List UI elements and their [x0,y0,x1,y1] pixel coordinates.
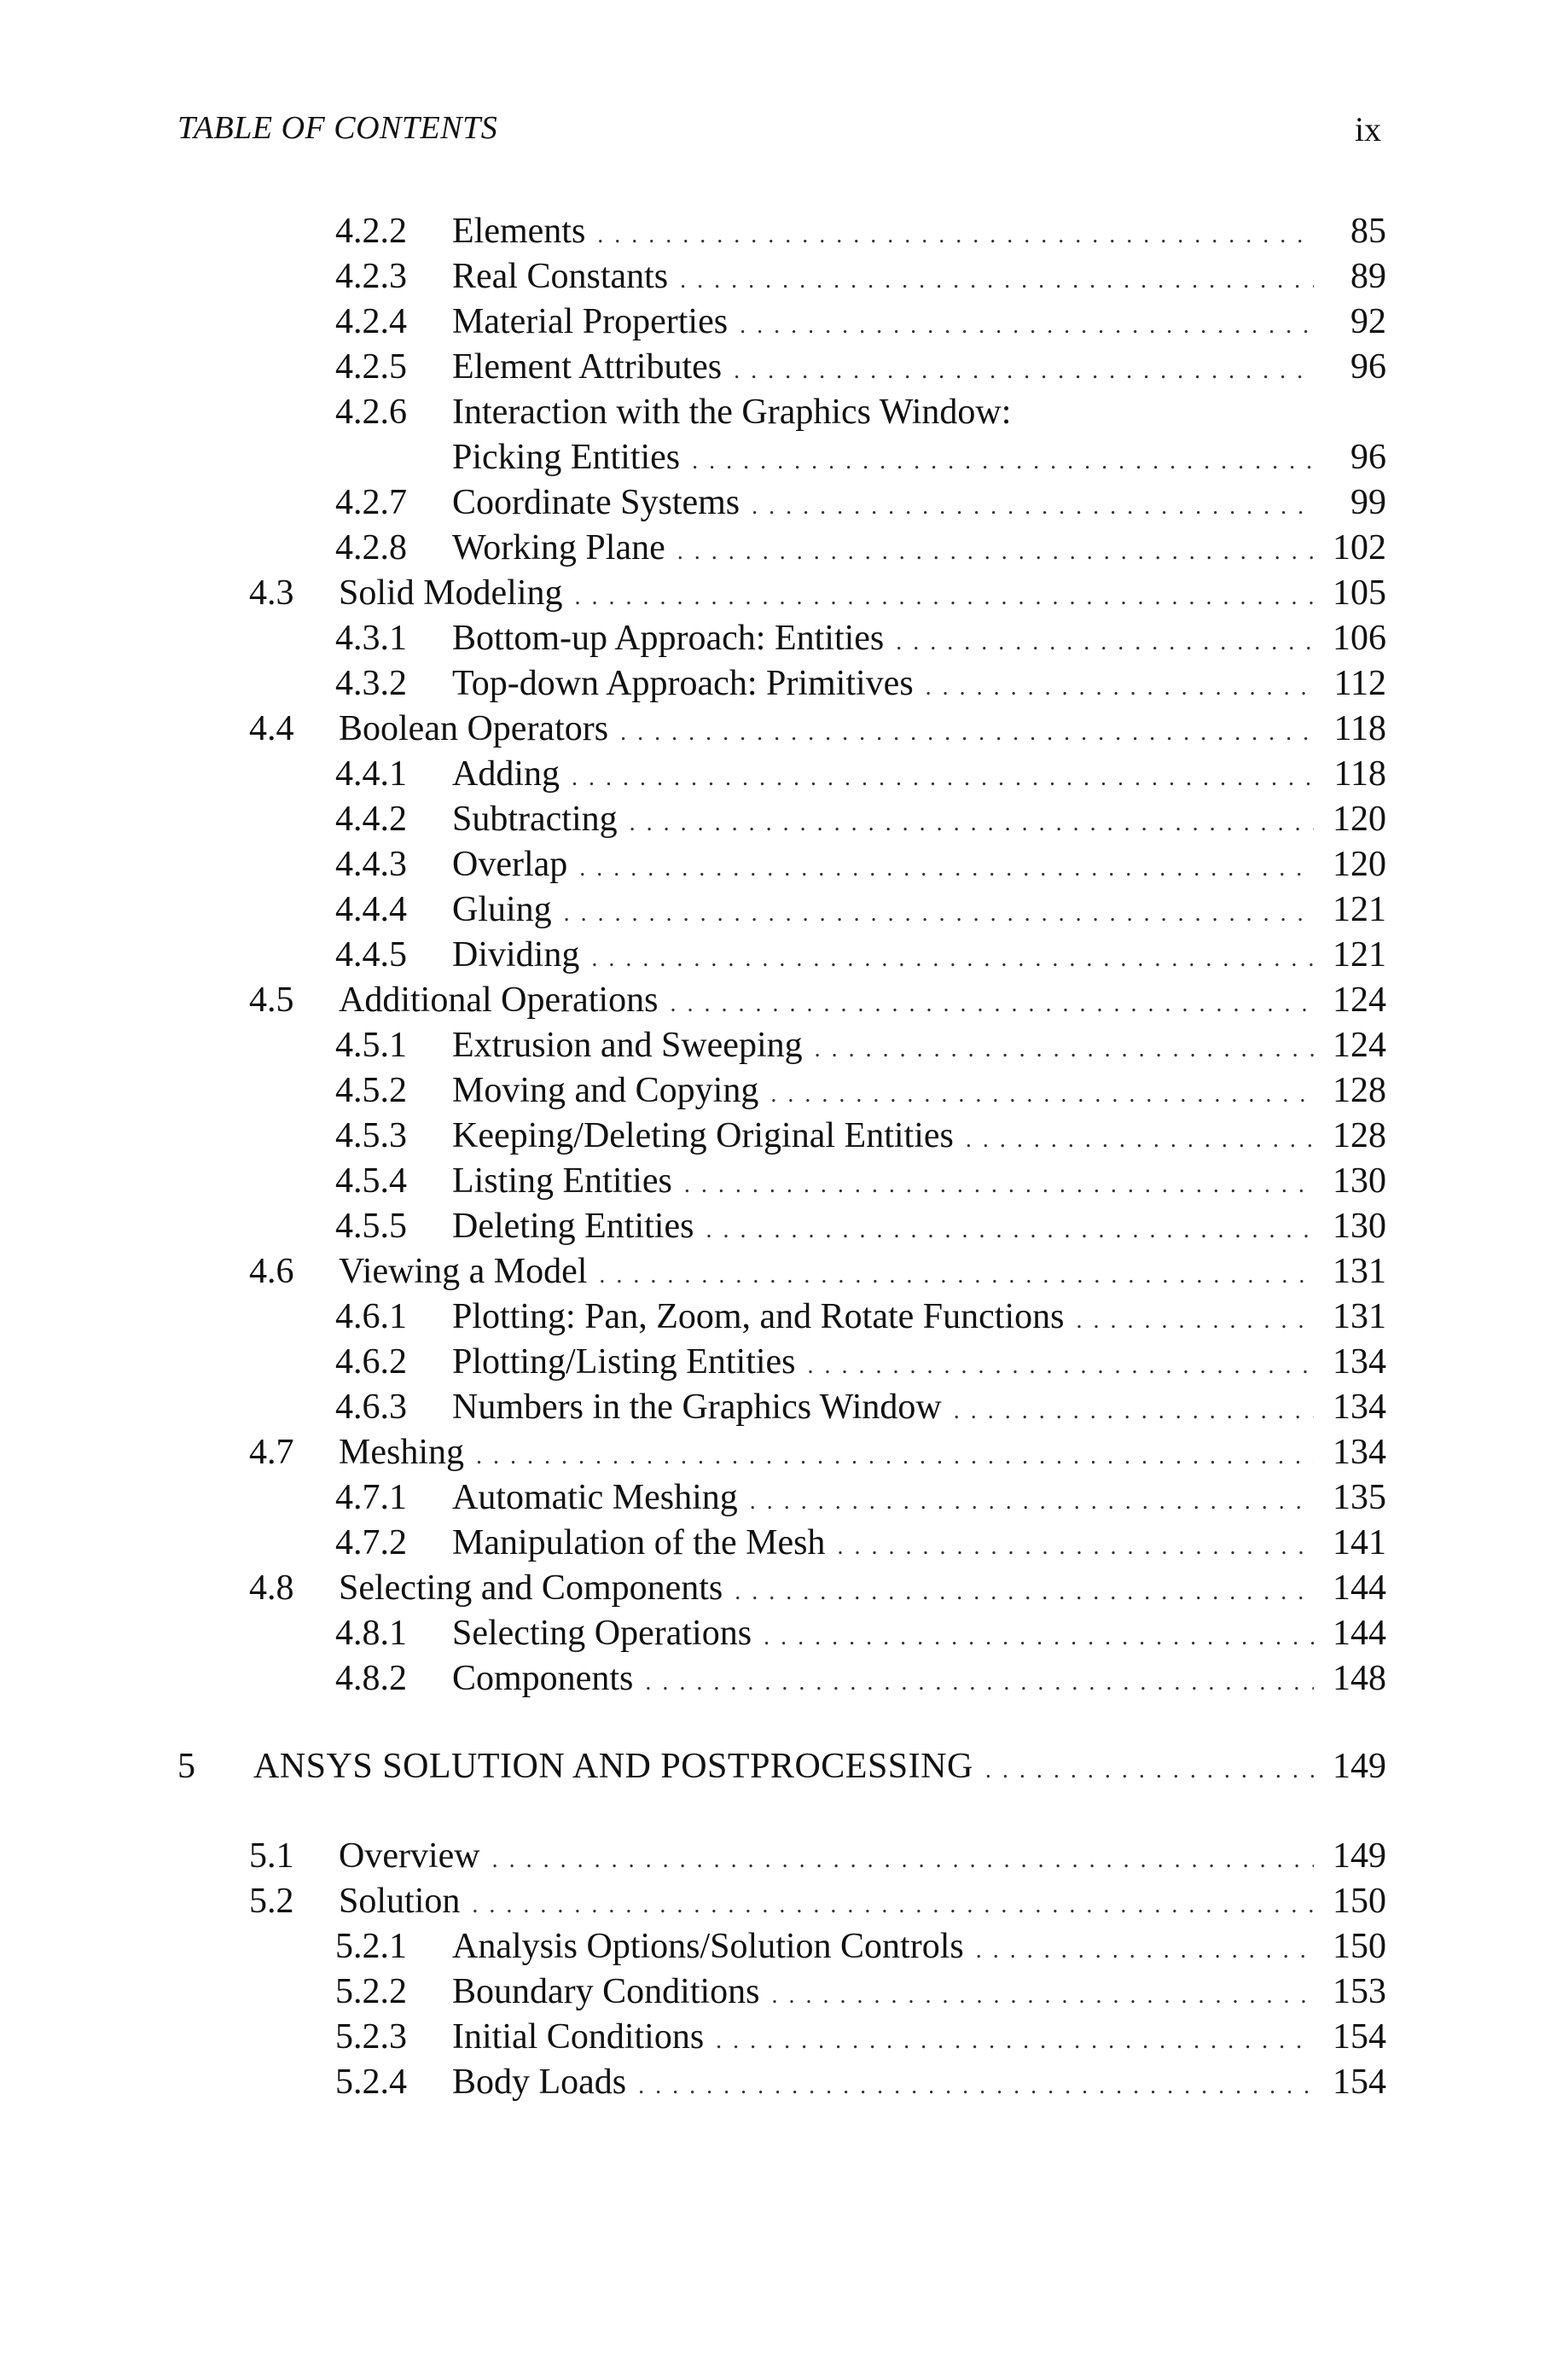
entry-page-number: 85 [1350,212,1386,251]
dot-leader [750,1479,1314,1525]
toc-subsection-entry [0,1203,1568,1249]
toc-subsection-entry [0,208,1568,254]
entry-title: Selecting and Components [339,1568,723,1608]
entry-leader [452,1610,1314,1661]
entry-page-number: 131 [1333,1297,1386,1336]
toc-subsection-entry [0,525,1568,571]
dot-leader [734,348,1314,394]
entry-number: 4.3.1 [335,619,407,658]
entry-title: Coordinate Systems [452,483,740,522]
entry-page-number: 120 [1333,800,1386,839]
entry-leader [452,1339,1314,1389]
entry-number: 4.4.1 [335,754,407,794]
entry-page-number: 121 [1333,890,1386,929]
entry-title: Overlap [452,845,568,884]
entry-number: 4.2.4 [335,302,407,341]
toc-section-entry [0,1565,1568,1611]
dot-leader [926,665,1314,711]
dot-leader [976,1928,1314,1974]
entry-page-number: 112 [1333,664,1386,703]
entry-number: 4.2.2 [335,212,407,251]
entry-title: Elements [452,212,586,251]
entry-number: 4.4 [249,709,294,748]
toc-subsection-entry [0,1969,1568,2015]
toc-subsection-entry [0,1294,1568,1340]
entry-number: 4.3 [249,573,294,613]
entry-leader [452,1384,1314,1434]
entry-number: 5.2.2 [335,1972,407,2011]
entry-title: Numbers in the Graphics Window [452,1388,942,1427]
entry-title: Selecting Operations [452,1614,752,1653]
entry-title: Listing Entities [452,1161,672,1201]
entry-number: 4.8.2 [335,1659,407,1698]
entry-title: Dividing [452,935,580,975]
entry-page-number: 106 [1333,619,1386,658]
entry-leader [452,1068,1314,1118]
entry-title: Initial Conditions [452,2017,705,2057]
entry-leader [253,1743,1314,1794]
dot-leader [572,755,1314,801]
entry-title: Deleting Entities [452,1207,694,1246]
entry-page-number: 134 [1333,1433,1386,1472]
entry-title: Additional Operations [339,980,659,1020]
entry-number: 4.4.5 [335,935,407,975]
entry-leader [339,977,1314,1027]
dot-leader [772,1973,1314,2019]
dot-leader [684,1162,1314,1208]
entry-number: 4.4.4 [335,890,407,929]
entry-title: Extrusion and Sweeping [452,1026,803,1065]
entry-number: 4.2.6 [335,393,407,432]
entry-title: Boundary Conditions [452,1972,760,2011]
entry-number: 4.7.1 [335,1478,407,1517]
toc-subsection-entry [0,615,1568,661]
toc-subsection-entry [0,660,1568,707]
entry-number: 5.2.4 [335,2063,407,2102]
entry-number: 5.2 [249,1882,294,1921]
entry-leader [452,525,1314,575]
entry-leader [452,751,1314,801]
entry-number: 4.5.2 [335,1071,407,1110]
toc-section-entry [0,977,1568,1023]
dot-leader [680,258,1314,304]
entry-title: Solid Modeling [339,573,563,613]
entry-leader [452,2059,1314,2109]
entry-title: Solution [339,1882,461,1921]
toc-subsection-entry [0,1520,1568,1566]
entry-number: 4.8 [249,1568,294,1608]
entry-number: 4.6.2 [335,1342,407,1382]
entry-title: Subtracting [452,800,618,839]
toc-section-entry [0,570,1568,616]
entry-title: Viewing a Model [339,1252,588,1291]
entry-page-number: 92 [1350,302,1386,341]
entry-leader [339,1833,1314,1883]
entry-leader [452,1520,1314,1570]
entry-page-number: 128 [1333,1071,1386,1110]
toc-subsection-entry [0,1923,1568,1969]
dot-leader [966,1117,1314,1163]
dot-leader [476,1434,1314,1480]
page-number: ix [1355,110,1382,148]
toc-subsection-entry [0,796,1568,842]
entry-number: 4.5.1 [335,1026,407,1065]
toc-subsection-entry [0,841,1568,887]
entry-number: 4.5 [249,980,294,1020]
page-header [0,109,1568,160]
dot-leader [620,710,1314,756]
toc-subsection-entry [0,1384,1568,1430]
dot-leader [645,1660,1314,1706]
running-title: TABLE OF CONTENTS [177,110,498,146]
entry-title: Gluing [452,890,552,929]
entry-title: Picking Entities [452,438,681,477]
entry-leader [452,1113,1314,1163]
entry-page-number: 130 [1333,1207,1386,1246]
toc-subsection-entry [0,480,1568,526]
entry-leader [452,1158,1314,1208]
entry-number: 4.5.3 [335,1116,407,1155]
entry-number: 4.5.5 [335,1207,407,1246]
entry-title: Bottom-up Approach: Entities [452,619,885,658]
entry-number: 4.8.1 [335,1614,407,1653]
entry-leader [452,932,1314,982]
entry-leader [452,208,1314,259]
entry-page-number: 130 [1333,1161,1386,1201]
dot-leader [597,212,1314,259]
toc-subsection-entry [0,932,1568,978]
entry-leader [452,1203,1314,1254]
entry-number: 4.7 [249,1433,294,1472]
dot-leader [492,1837,1314,1883]
dot-leader [716,2018,1314,2064]
dot-leader [472,1882,1314,1929]
entry-page-number: 118 [1333,754,1386,794]
entry-leader [452,299,1314,349]
entry-number: 4.2.8 [335,528,407,567]
entry-number: 4.4.2 [335,800,407,839]
dot-leader [808,1343,1314,1389]
entry-page-number: 144 [1333,1614,1386,1653]
entry-title: Material Properties [452,302,729,341]
dot-leader [815,1027,1314,1073]
entry-page-number: 148 [1333,1659,1386,1698]
entry-leader [339,1878,1314,1929]
entry-page-number: 96 [1350,438,1386,477]
dot-leader [670,981,1314,1027]
entry-title: Manipulation of the Mesh [452,1523,826,1562]
entry-title: ANSYS SOLUTION AND POSTPROCESSING [253,1747,973,1786]
entry-page-number: 105 [1333,573,1386,613]
entry-page-number: 149 [1333,1747,1386,1786]
dot-leader [579,846,1314,892]
dot-leader [752,484,1314,530]
toc-section-entry [0,1878,1568,1924]
entry-page-number: 118 [1333,709,1386,748]
entry-page-number: 150 [1333,1927,1386,1966]
entry-leader [452,660,1314,711]
toc-subsection-entry [0,389,1568,435]
dot-leader [575,574,1314,620]
entry-leader [452,1923,1314,1974]
entry-number: 5.2.3 [335,2017,407,2057]
entry-leader [452,1655,1314,1706]
entry-page-number: 131 [1333,1252,1386,1291]
dot-leader [599,1253,1314,1299]
entry-title: Working Plane [452,528,665,567]
entry-number: 4.2.5 [335,347,407,387]
dot-leader [630,800,1314,847]
entry-title: Overview [339,1836,480,1876]
toc-subsection-entry [0,2014,1568,2060]
entry-title: Interaction with the Graphics Window: [452,393,1012,432]
entry-page-number: 150 [1333,1882,1386,1921]
toc-subsection-entry [0,253,1568,300]
entry-title: Analysis Options/Solution Controls [452,1927,964,1966]
toc-subsection-entry [0,1475,1568,1521]
entry-page-number: 121 [1333,935,1386,975]
toc-subsection-entry [0,1113,1568,1159]
entry-leader [452,344,1314,394]
entry-title: Components [452,1659,634,1698]
entry-title: Body Loads [452,2063,627,2102]
entry-page-number: 134 [1333,1342,1386,1382]
entry-page-number: 124 [1333,980,1386,1020]
entry-leader [452,887,1314,937]
entry-number: 4.2.7 [335,483,407,522]
entry-page-number: 144 [1333,1568,1386,1608]
toc-subsection-entry [0,1655,1568,1702]
entry-page-number: 135 [1333,1478,1386,1517]
dot-leader [770,1072,1314,1118]
dot-leader [1077,1298,1315,1344]
toc-chapter-entry [0,1743,1568,1789]
entry-page-number: 141 [1333,1523,1386,1562]
toc-subsection-entry [0,887,1568,933]
dot-leader [764,1615,1314,1661]
entry-number: 4.6.1 [335,1297,407,1336]
toc-section-entry [0,1248,1568,1295]
entry-number: 4.5.4 [335,1161,407,1201]
toc-subsection-entry [0,1022,1568,1068]
toc-subsection-entry [0,299,1568,345]
dot-leader [735,1569,1314,1615]
entry-leader [339,1248,1314,1299]
entry-leader [452,796,1314,847]
entry-number: 5.1 [249,1836,294,1876]
entry-number: 5 [177,1747,195,1786]
entry-number: 4.3.2 [335,664,407,703]
entry-leader [452,615,1314,666]
entry-title: Automatic Meshing [452,1478,738,1517]
entry-number: 4.6 [249,1252,294,1291]
entry-title: Real Constants [452,257,669,296]
entry-title: Adding [452,754,560,794]
dot-leader [985,1748,1314,1794]
entry-number: 4.2.3 [335,257,407,296]
toc-subsection-entry [0,344,1568,390]
entry-leader [452,480,1314,530]
toc-subsection-entry [0,1158,1568,1204]
toc-subsection-entry [0,2059,1568,2105]
entry-title: Plotting: Pan, Zoom, and Rotate Functions [452,1297,1065,1336]
dot-leader [740,303,1314,349]
entry-page-number: 128 [1333,1116,1386,1155]
entry-page-number: 89 [1350,257,1386,296]
entry-leader [452,1475,1314,1525]
entry-leader [339,1429,1314,1480]
entry-leader [452,253,1314,304]
dot-leader [564,891,1314,937]
entry-title: Top-down Approach: Primitives [452,664,914,703]
entry-leader [339,570,1314,620]
entry-page-number: 96 [1350,347,1386,387]
entry-page-number: 99 [1350,483,1386,522]
toc-section-entry [0,1833,1568,1879]
toc-subsection-entry [0,1068,1568,1114]
entry-title: Moving and Copying [452,1071,759,1110]
dot-leader [837,1524,1314,1570]
entry-page-number: 154 [1333,2017,1386,2057]
dot-leader [638,2063,1314,2109]
entry-page-number: 120 [1333,845,1386,884]
dot-leader [677,529,1314,575]
dot-leader [591,936,1314,982]
entry-leader [452,1294,1314,1344]
toc-subsection-entry [0,434,1568,480]
dot-leader [954,1388,1314,1434]
entry-leader [452,841,1314,892]
entry-title: Element Attributes [452,347,723,387]
entry-page-number: 124 [1333,1026,1386,1065]
entry-title: Boolean Operators [339,709,609,748]
toc-subsection-entry [0,751,1568,797]
entry-page-number: 149 [1333,1836,1386,1876]
entry-leader [452,1969,1314,2019]
dot-leader [692,439,1314,485]
entry-leader [452,1022,1314,1073]
entry-leader [452,2014,1314,2064]
toc-subsection-entry [0,1610,1568,1656]
entry-title: Meshing [339,1433,464,1472]
entry-number: 4.4.3 [335,845,407,884]
entry-page-number: 153 [1333,1972,1386,2011]
entry-number: 4.7.2 [335,1523,407,1562]
entry-title: Plotting/Listing Entities [452,1342,796,1382]
entry-leader [339,1565,1314,1615]
entry-page-number: 134 [1333,1388,1386,1427]
entry-number: 4.6.3 [335,1388,407,1427]
entry-leader [339,706,1314,756]
dot-leader [896,620,1314,666]
entry-page-number: 102 [1333,528,1386,567]
toc-section-entry [0,1429,1568,1475]
toc-subsection-entry [0,1339,1568,1385]
entry-title: Keeping/Deleting Original Entities [452,1116,954,1155]
entry-page-number: 154 [1333,2063,1386,2102]
entry-leader [452,434,1314,485]
entry-number: 5.2.1 [335,1927,407,1966]
toc-section-entry [0,706,1568,752]
dot-leader [706,1207,1314,1254]
